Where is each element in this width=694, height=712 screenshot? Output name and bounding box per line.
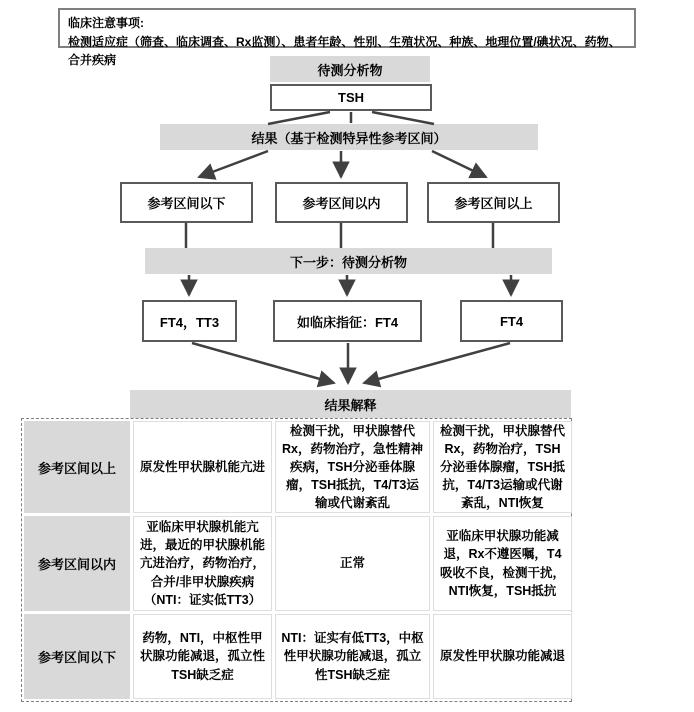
table-row-header-within: 参考区间以内 [24,516,130,611]
node-ft4: FT4 [460,300,563,342]
table-cell: 原发性甲状腺机能亢进 [133,421,272,513]
table-row-header-below: 参考区间以下 [24,614,130,699]
table-cell: NTI：证实有低TT3，中枢性甲状腺功能减退，孤立性TSH缺乏症 [275,614,430,699]
table-cell: 原发性甲状腺功能减退 [433,614,572,699]
node-above-reference: 参考区间以上 [427,182,560,223]
node-below-reference: 参考区间以下 [120,182,253,223]
band-analyte-label: 待测分析物 [270,56,430,82]
node-ft4-tt3: FT4，TT3 [142,300,237,342]
table-cell: 正常 [275,516,430,611]
table-row-header-above: 参考区间以上 [24,421,130,513]
interpretation-table [21,418,572,702]
clinical-note-title: 临床注意事项: [68,16,144,30]
node-tsh: TSH [270,84,432,111]
clinical-note-box [58,8,636,68]
band-result-label: 结果（基于检测特异性参考区间） [160,124,538,150]
table-cell: 药物，NTI，中枢性甲状腺功能减退，孤立性TSH缺乏症 [133,614,272,699]
band-next-step: 下一步：待测分析物 [145,248,552,274]
clinical-note-body: 检测适应症（筛查、临床调查、Rx监测）、患者年龄、性别、生殖状况、种族、地理位置/碘状况、药物、合并疾病 [68,34,621,68]
table-cell: 检测干扰，甲状腺替代Rx，药物治疗，TSH分泌垂体腺瘤，TSH抵抗，T4/T3运输或代谢紊乱，NTI恢复 [433,421,572,513]
node-if-indicated-ft4: 如临床指征：FT4 [273,300,422,342]
table-cell: 亚临床甲状腺机能亢进，最近的甲状腺机能亢进治疗，药物治疗，合并/非甲状腺疾病（NTI：证实低TT3） [133,516,272,611]
band-interpretation: 结果解释 [130,390,571,418]
table-cell: 亚临床甲状腺功能减退，Rx不遵医嘱，T4吸收不良，检测干扰，NTI恢复，TSH抵抗 [433,516,572,611]
node-within-reference: 参考区间以内 [275,182,408,223]
table-cell: 检测干扰，甲状腺替代Rx，药物治疗，急性精神疾病，TSH分泌垂体腺瘤，TSH抵抗，T4/T3运输或代谢紊乱 [275,421,430,513]
